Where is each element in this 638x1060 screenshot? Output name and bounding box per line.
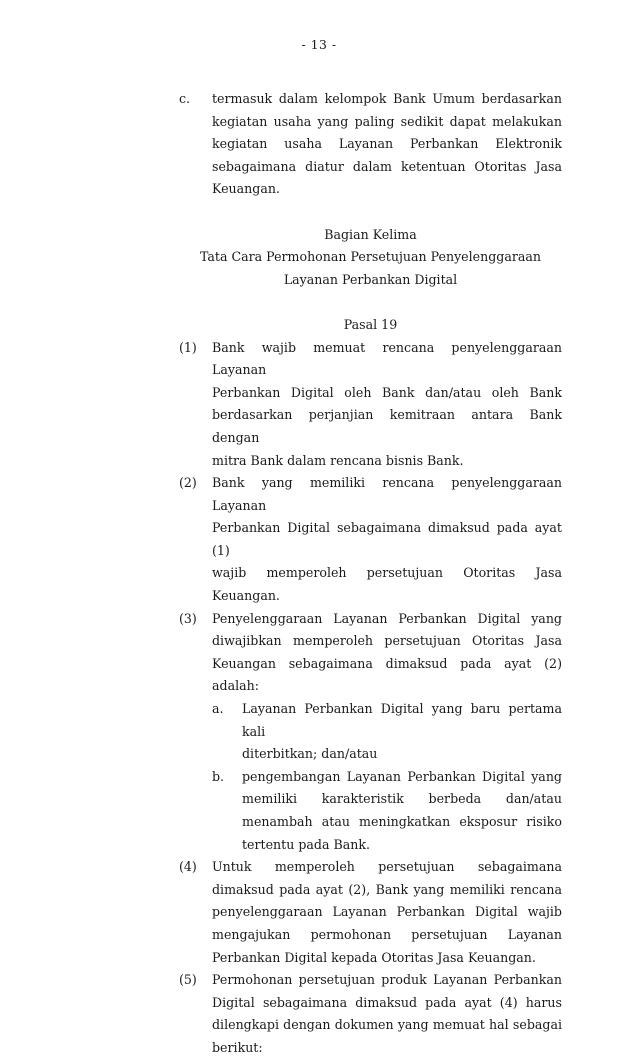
text-line: mitra Bank dalam rencana bisnis Bank. — [212, 452, 464, 468]
text-line: Keuangan sebagaimana dimaksud pada ayat (2) adalah: — [212, 655, 562, 694]
text-line: menambah atau meningkatkan eksposur risiko — [242, 814, 562, 829]
text-line: Bank yang memiliki rencana penyelenggaraan Layanan — [212, 475, 562, 513]
paragraph-marker: (3) — [179, 610, 197, 626]
list-item-c — [179, 88, 562, 201]
text-line: mengajukan permohonan persetujuan Layanan — [212, 926, 562, 942]
text-line: sebagaimana diatur dalam ketentuan Otoritas Jasa — [212, 158, 562, 174]
text-line: Keuangan. — [212, 181, 280, 197]
section-title-line-2: Layanan Perbankan Digital — [283, 271, 458, 287]
pasal-heading: Pasal 19 — [343, 316, 398, 332]
paragraph-4 — [179, 856, 562, 969]
paragraph-2 — [179, 472, 562, 608]
text-line: berikut: — [212, 1039, 263, 1055]
text-line: Layanan Perbankan Digital yang baru pertama kali — [242, 701, 562, 739]
text-line: wajib memperoleh persetujuan Otoritas Jasa — [212, 565, 562, 581]
text-line: kegiatan usaha Layanan Perbankan Elektronik — [212, 136, 562, 152]
text-line: Perbankan Digital sebagaimana dimaksud pada ayat (1) — [212, 520, 562, 558]
text-line: penyelenggaraan Layanan Perbankan Digital wajib — [212, 904, 562, 920]
section-heading: Bagian Kelima — [324, 226, 417, 242]
text-line: Bank wajib memuat rencana penyelenggaraan Layanan — [212, 339, 562, 378]
paragraph-1 — [179, 337, 562, 473]
text-line: Perbankan Digital kepada Otoritas Jasa Keuangan. — [212, 949, 536, 965]
text-line: Permohonan persetujuan produk Layanan Perbankan — [212, 972, 562, 988]
document-body — [179, 88, 562, 1060]
paragraph-marker: (2) — [179, 475, 197, 491]
paragraph-marker: (1) — [179, 339, 197, 355]
text-line: Untuk memperoleh persetujuan sebagaimana — [212, 859, 562, 875]
text-line: diwajibkan memperoleh persetujuan Otoritas Jasa — [212, 633, 562, 649]
sub-item-b — [212, 766, 562, 856]
text-line: Digital sebagaimana dimaksud pada ayat (4) harus — [212, 994, 562, 1010]
paragraph-marker: (4) — [179, 859, 197, 875]
paragraph-5 — [179, 969, 562, 1059]
text-line: Perbankan Digital oleh Bank dan/atau oleh Bank — [212, 384, 562, 400]
text-line: berdasarkan perjanjian kemitraan antara Bank dengan — [212, 407, 562, 445]
section-title-line-1: Tata Cara Permohonan Persetujuan Penyelenggaraan — [199, 249, 542, 265]
paragraph-3 — [179, 608, 562, 857]
text-line: Keuangan. — [212, 588, 280, 604]
text-line: dilengkapi dengan dokumen yang memuat hal sebagai — [212, 1017, 562, 1033]
sub-item-marker: b. — [212, 768, 225, 784]
sub-item-a — [212, 698, 562, 766]
list-marker: c. — [179, 91, 191, 106]
sub-item-marker: a. — [212, 701, 224, 717]
text-line: tertentu pada Bank. — [242, 836, 370, 852]
text-line: kegiatan usaha yang paling sedikit dapat melakukan — [212, 113, 562, 129]
page-number: - 13 - — [301, 37, 337, 52]
section-heading-block — [179, 224, 562, 292]
text-line: termasuk dalam kelompok Bank Umum berdasarkan — [212, 91, 562, 106]
text-line: memiliki karakteristik berbeda dan/atau — [242, 791, 562, 807]
text-line: pengembangan Layanan Perbankan Digital yang — [242, 768, 562, 784]
text-line: diterbitkan; dan/atau — [242, 746, 378, 762]
text-line: dimaksud pada ayat (2), Bank yang memiliki rencana — [212, 881, 562, 897]
paragraph-marker: (5) — [179, 972, 197, 988]
text-line: Penyelenggaraan Layanan Perbankan Digital yang — [212, 610, 562, 626]
